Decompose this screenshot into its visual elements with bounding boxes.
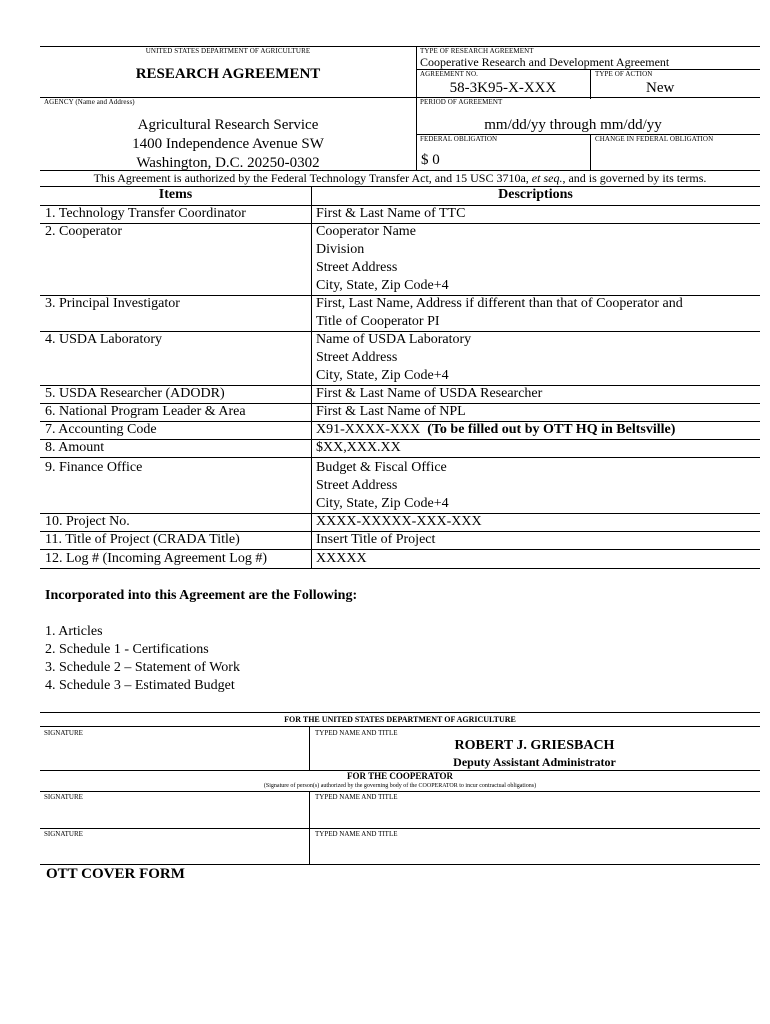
table-row-item: 1. Technology Transfer Coordinator bbox=[45, 206, 246, 221]
list-item: 1. Articles bbox=[45, 624, 103, 639]
desc-line: Street Address bbox=[316, 350, 398, 365]
table-row-desc bbox=[316, 295, 683, 331]
document-title: RESEARCH AGREEMENT bbox=[135, 66, 321, 82]
authority-text: This Agreement is authorized by the Federal Technology Transfer Act, and 15 USC 3710a, bbox=[93, 171, 532, 185]
coop-typed-name-label-1: TYPED NAME AND TITLE bbox=[315, 793, 398, 801]
usda-signer-title: Deputy Assistant Administrator bbox=[453, 755, 616, 769]
table-row-desc bbox=[316, 439, 401, 457]
change-obligation-label: CHANGE IN FEDERAL OBLIGATION bbox=[595, 135, 714, 143]
usda-signature-label: SIGNATURE bbox=[44, 729, 83, 737]
desc-line: Street Address bbox=[316, 478, 398, 493]
form-name: OTT COVER FORM bbox=[46, 866, 185, 882]
list-item: 3. Schedule 2 – Statement of Work bbox=[45, 660, 240, 675]
table-row-item: 11. Title of Project (CRADA Title) bbox=[45, 532, 240, 547]
coop-signature-header: FOR THE COOPERATOR bbox=[346, 771, 453, 781]
agency-address bbox=[40, 116, 416, 173]
usda-signature-header: FOR THE UNITED STATES DEPARTMENT OF AGRICULTURE bbox=[284, 715, 516, 724]
agency-line: 1400 Independence Avenue SW bbox=[132, 136, 324, 152]
authority-italic: et seq. bbox=[531, 171, 563, 185]
table-row-item: 2. Cooperator bbox=[45, 224, 122, 239]
desc-bold-note: (To be filled out by OTT HQ in Beltsville) bbox=[427, 422, 676, 437]
desc-line: XXXXX bbox=[316, 551, 367, 566]
table-row-item: 6. National Program Leader & Area bbox=[45, 404, 246, 419]
table-row-desc bbox=[316, 531, 435, 549]
type-of-action-label: TYPE OF ACTION bbox=[595, 70, 653, 78]
table-row-item: 8. Amount bbox=[45, 440, 105, 455]
coop-signature-label-2: SIGNATURE bbox=[44, 830, 83, 838]
table-row-desc bbox=[316, 205, 465, 223]
list-item: 2. Schedule 1 - Certifications bbox=[45, 642, 209, 657]
coop-note-rule bbox=[40, 791, 760, 792]
federal-obligation-value: $ 0 bbox=[421, 152, 440, 168]
table-row-item: 5. USDA Researcher (ADODR) bbox=[45, 386, 225, 401]
type-of-agreement-label: TYPE OF RESEARCH AGREEMENT bbox=[420, 47, 534, 55]
table-column-divider bbox=[311, 186, 312, 568]
usda-typed-name-label: TYPED NAME AND TITLE bbox=[315, 729, 398, 737]
period-label: PERIOD OF AGREEMENT bbox=[420, 98, 503, 106]
usda-header-rule bbox=[40, 726, 760, 727]
table-row-item: 3. Principal Investigator bbox=[45, 296, 180, 311]
desc-line: First & Last Name of USDA Researcher bbox=[316, 386, 543, 401]
signature-top-rule bbox=[40, 712, 760, 713]
table-row-desc bbox=[316, 550, 367, 568]
table-row-desc bbox=[316, 459, 449, 513]
agency-line: Agricultural Research Service bbox=[137, 117, 319, 133]
desc-line: City, State, Zip Code+4 bbox=[316, 368, 449, 383]
table-row-item: 7. Accounting Code bbox=[45, 422, 157, 437]
list-item: 4. Schedule 3 – Estimated Budget bbox=[45, 678, 235, 693]
usda-signer-name: ROBERT J. GRIESBACH bbox=[454, 738, 615, 753]
desc-line: Title of Cooperator PI bbox=[316, 314, 440, 329]
incorporated-list bbox=[45, 623, 240, 695]
coop-typed-name-label-2: TYPED NAME AND TITLE bbox=[315, 830, 398, 838]
coop-signature-label-1: SIGNATURE bbox=[44, 793, 83, 801]
desc-line: Name of USDA Laboratory bbox=[316, 332, 472, 347]
table-row-desc bbox=[316, 403, 466, 421]
desc-line: City, State, Zip Code+4 bbox=[316, 496, 449, 511]
federal-obligation-label: FEDERAL OBLIGATION bbox=[420, 135, 498, 143]
desc-line: City, State, Zip Code+4 bbox=[316, 278, 449, 293]
action-divider bbox=[590, 69, 591, 99]
period-value: mm/dd/yy through mm/dd/yy bbox=[484, 117, 662, 133]
table-row-desc bbox=[316, 421, 675, 439]
table-row-item: 4. USDA Laboratory bbox=[45, 332, 163, 347]
table-row-desc bbox=[316, 513, 482, 531]
agreement-no-label: AGREEMENT NO. bbox=[420, 70, 478, 78]
department-label: UNITED STATES DEPARTMENT OF AGRICULTURE bbox=[145, 47, 311, 55]
items-header: Items bbox=[158, 187, 193, 202]
desc-line: Budget & Fiscal Office bbox=[316, 460, 447, 475]
desc-line: Cooperator Name bbox=[316, 224, 416, 239]
type-of-agreement-value: Cooperative Research and Development Agreement bbox=[420, 55, 670, 69]
desc-line: First, Last Name, Address if different than that of Cooperator and bbox=[316, 296, 683, 311]
desc-line: $XX,XXX.XX bbox=[316, 440, 401, 455]
table-row-item: 12. Log # (Incoming Agreement Log #) bbox=[45, 551, 268, 566]
table-row-desc bbox=[316, 385, 542, 403]
desc-line: Division bbox=[316, 242, 365, 257]
authority-statement bbox=[40, 171, 760, 186]
row-rule bbox=[40, 457, 760, 458]
desc-line: Insert Title of Project bbox=[316, 532, 436, 547]
agency-rule bbox=[40, 97, 760, 98]
obligation-divider bbox=[590, 134, 591, 170]
table-row-item: 9. Finance Office bbox=[45, 460, 143, 475]
authority-text-end: , and is governed by its terms. bbox=[562, 171, 707, 185]
desc-line: Street Address bbox=[316, 260, 398, 275]
agreement-no-value: 58-3K95-X-XXX bbox=[449, 80, 557, 96]
table-row-desc bbox=[316, 223, 449, 295]
table-row-desc bbox=[316, 331, 471, 385]
desc-line: First & Last Name of NPL bbox=[316, 404, 466, 419]
desc-line: XXXX-XXXXX-XXX-XXX bbox=[316, 514, 482, 529]
descriptions-header: Descriptions bbox=[498, 187, 573, 202]
incorporated-heading: Incorporated into this Agreement are the Following: bbox=[45, 588, 358, 603]
table-row-item: 10. Project No. bbox=[45, 514, 130, 529]
coop-authorization-note: (Signature of person(s) authorized by the governing body of the COOPERATOR to incur contractual obligations) bbox=[263, 783, 537, 789]
coop-row-rule bbox=[40, 828, 760, 829]
header-divider bbox=[416, 46, 417, 170]
desc-line: First & Last Name of TTC bbox=[316, 206, 466, 221]
agency-label: AGENCY (Name and Address) bbox=[44, 98, 135, 106]
type-of-action-value: New bbox=[646, 80, 675, 96]
table-bottom-rule bbox=[40, 568, 760, 569]
desc-line: X91-XXXX-XXX bbox=[316, 422, 421, 437]
signature-bottom-rule bbox=[40, 864, 760, 865]
agency-line: Washington, D.C. 20250-0302 bbox=[136, 155, 320, 171]
